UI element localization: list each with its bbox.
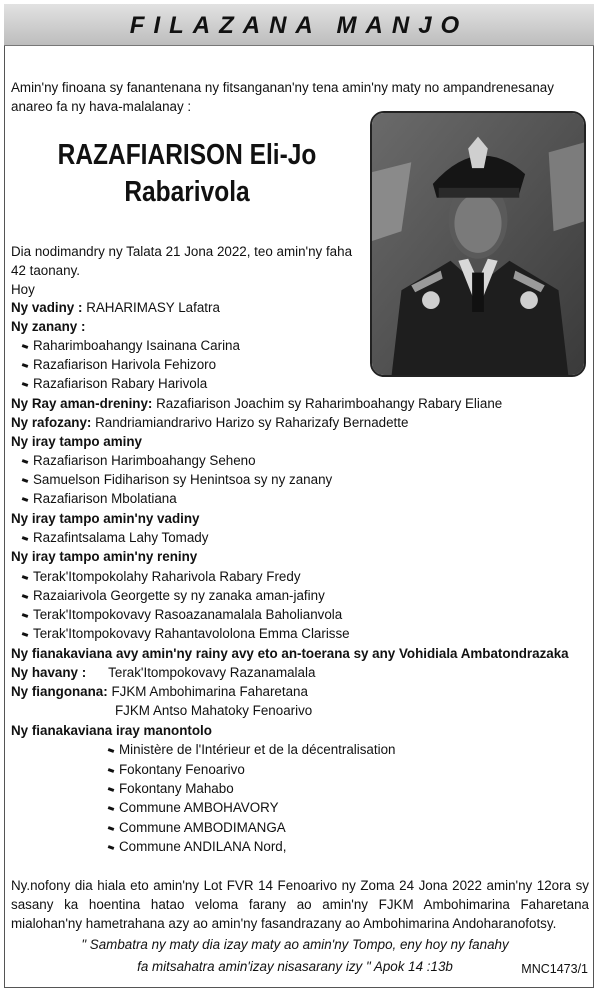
hoy-label: Hoy xyxy=(11,282,35,297)
list-item: Raharimboahangy Isainana Carina xyxy=(22,336,240,355)
deceased-name xyxy=(36,137,339,211)
rafozany-row xyxy=(11,413,408,432)
list-item: Razafintsalama Lahy Tomady xyxy=(22,528,208,547)
fiangonana-value-1: FJKM Ambohimarina Faharetana xyxy=(111,684,308,699)
ray-label: Ny Ray aman-dreniny: xyxy=(11,396,153,411)
tampo-aminy-label: Ny iray tampo aminy xyxy=(11,434,142,449)
zanany-label: Ny zanany : xyxy=(11,319,86,334)
portrait-image xyxy=(372,113,584,375)
list-item: Fokontany Fenoarivo xyxy=(108,760,245,779)
list-item: Razafiarison Mbolatiana xyxy=(22,489,177,508)
bible-quote-line2: fa mitsahatra amin'izay nisasarany izy " Apok 14 :13b xyxy=(137,959,453,974)
rafozany-value: Randriamiandrarivo Harizo sy Raharizafy Bernadette xyxy=(95,415,409,430)
list-item: Commune AMBODIMANGA xyxy=(108,818,286,837)
deceased-name-line2: Rabarivola xyxy=(124,176,250,208)
vadiny-row xyxy=(11,298,220,317)
death-notice xyxy=(11,242,363,299)
list-item: Terak'Itompokovavy Rahantavololona Emma Clarisse xyxy=(22,624,350,643)
tampo-reniny-label: Ny iray tampo amin'ny reniny xyxy=(11,549,198,564)
rafozany-label: Ny rafozany: xyxy=(11,415,92,430)
list-item: Commune ANDILANA Nord, xyxy=(108,837,286,856)
list-item: Samuelson Fidiharison sy Henintsoa sy ny zanany xyxy=(22,470,332,489)
fiangonana-label: Ny fiangonana: xyxy=(11,684,108,699)
havany-value: Terak'Itompokovavy Razanamalala xyxy=(108,665,316,680)
deceased-name-line1: RAZAFIARISON Eli-Jo xyxy=(57,139,317,171)
reference-code: MNC1473/1 xyxy=(521,962,588,976)
havany-label: Ny havany : xyxy=(11,665,87,680)
list-item: Razaiarivola Georgette sy ny zanaka aman-jafiny xyxy=(22,586,325,605)
bible-quote-line1: " Sambatra ny maty dia izay maty ao amin'ny Tompo, eny hoy ny fanahy xyxy=(81,937,509,952)
death-date-text: Dia nodimandry ny Talata 21 Jona 2022, teo amin'ny faha 42 taonany. xyxy=(11,244,353,278)
funeral-details: Ny.nofony dia hiala eto amin'ny Lot FVR 14 Fenoarivo ny Zoma 24 Jona 2022 amin'ny 12ora sy sasany ka hoentina hatao veloma farany ao amin'ny FJKM Ambohimarina Faharetana mialohan'ny hametrahana azy ao amin'ny fasandrazany ao Ambohimarina Andoharanofotsy. xyxy=(11,878,589,931)
intro-text: Amin'ny finoana sy fanantenana ny fitsanganan'ny tena amin'ny maty no ampandrenesanay anareo fa ny hava-malalanay : xyxy=(11,80,554,114)
list-item: Terak'Itompokovavy Rasoazanamalala Baholianvola xyxy=(22,605,342,624)
fianakaviana-label: Ny fianakaviana avy amin'ny rainy avy eto an-toerana sy any Vohidiala Ambatondrazaka xyxy=(11,646,569,661)
vadiny-value: RAHARIMASY Lafatra xyxy=(86,300,220,315)
list-item: Razafiarison Harivola Fehizoro xyxy=(22,355,216,374)
list-item: Ministère de l'Intérieur et de la décentralisation xyxy=(108,740,395,759)
ray-row xyxy=(11,394,502,413)
vadiny-label: Ny vadiny : xyxy=(11,300,83,315)
list-item: Razafiarison Harimboahangy Seheno xyxy=(22,451,256,470)
fiangonana-value-2: FJKM Antso Mahatoky Fenoarivo xyxy=(115,703,313,718)
list-item: Razafiarison Rabary Harivola xyxy=(22,374,207,393)
notice-header xyxy=(4,4,594,46)
fiangonana-row xyxy=(11,682,308,701)
manontolo-label: Ny fianakaviana iray manontolo xyxy=(11,723,212,738)
list-item: Terak'Itompokolahy Raharivola Rabary Fredy xyxy=(22,567,301,586)
deceased-photo xyxy=(370,111,586,377)
list-item: Commune AMBOHAVORY xyxy=(108,798,279,817)
notice-title: FILAZANA MANJO xyxy=(129,12,469,39)
havany-row xyxy=(11,663,315,682)
ray-value: Razafiarison Joachim sy Raharimboahangy Rabary Eliane xyxy=(156,396,503,411)
tampo-vadiny-label: Ny iray tampo amin'ny vadiny xyxy=(11,511,200,526)
list-item: Fokontany Mahabo xyxy=(108,779,234,798)
